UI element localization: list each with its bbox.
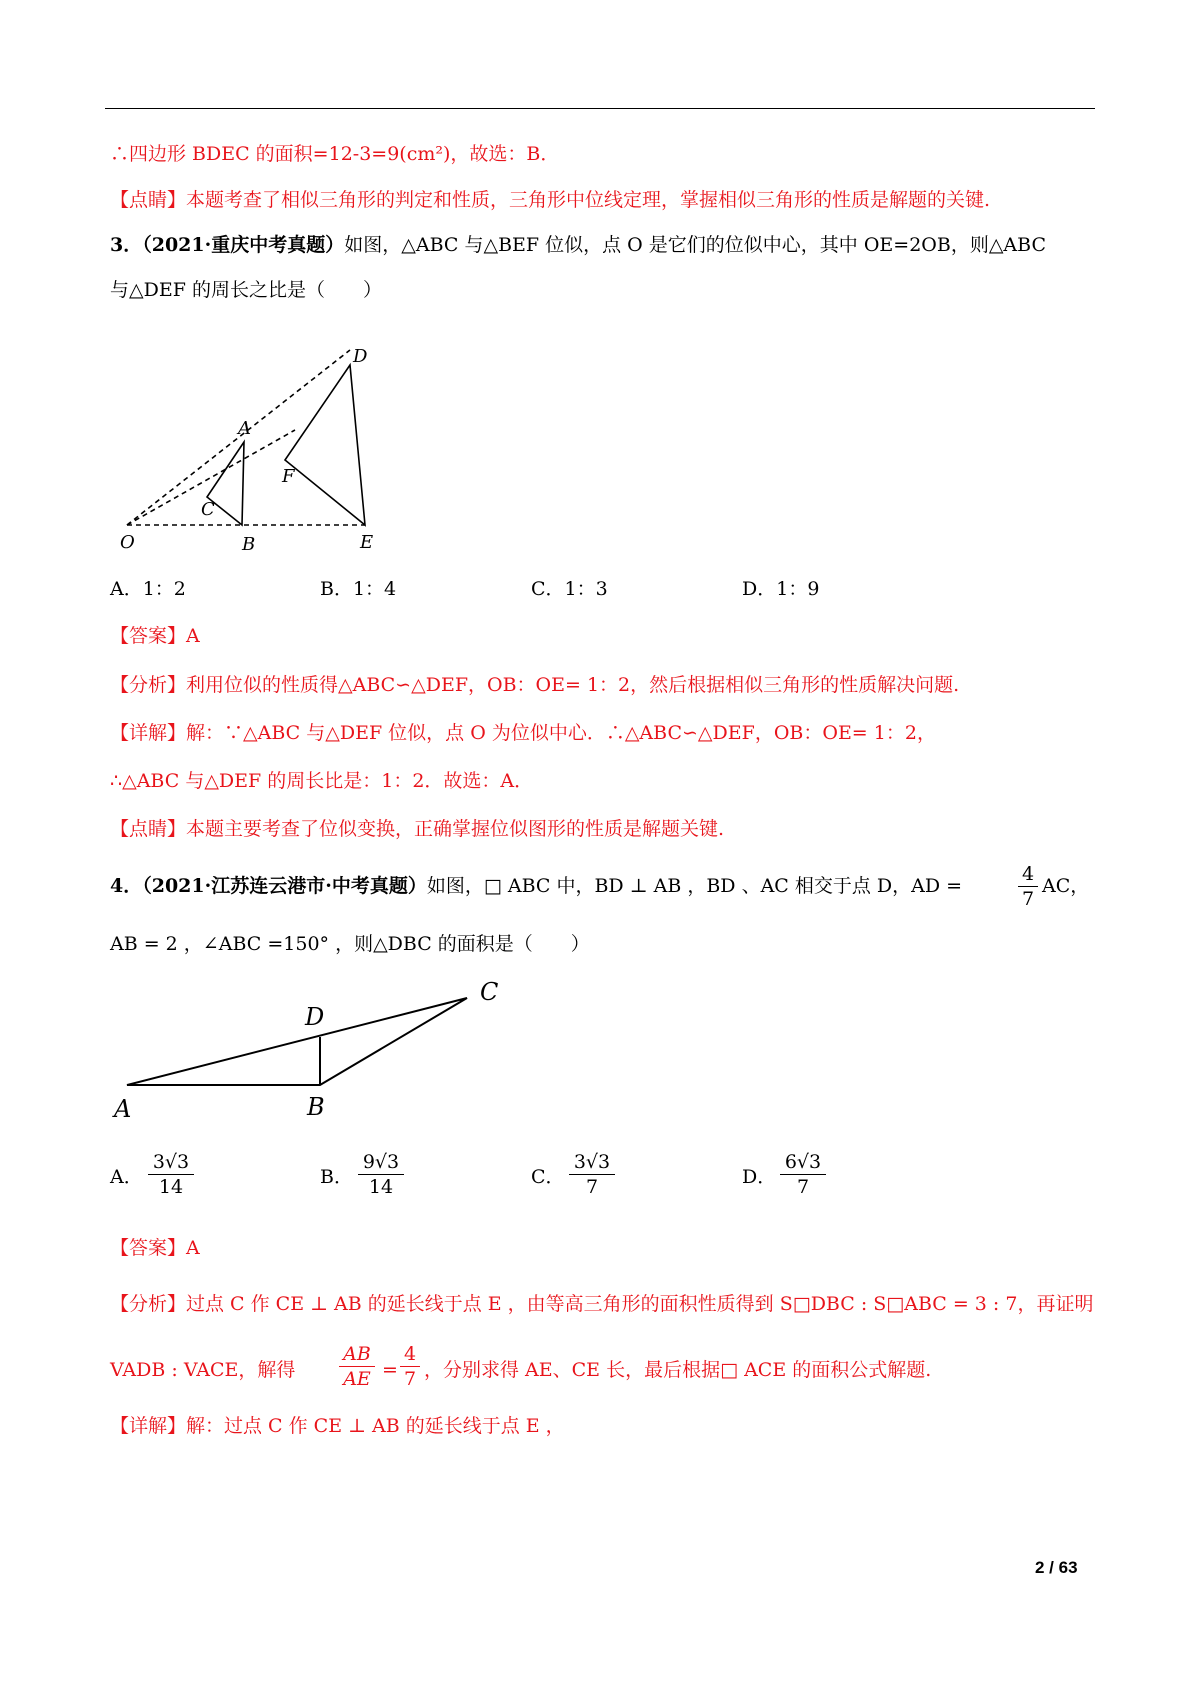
label-a: A — [238, 418, 251, 439]
q3-option-d: D．1：9 — [742, 578, 820, 600]
conclusion-line: ∴四边形 BDEC 的面积=12-3=9(cm²)，故选：B． — [110, 143, 560, 165]
q4-analysis-eq: = — [382, 1359, 398, 1381]
label-d-q4: D — [305, 1003, 325, 1031]
q4-detail: 【详解】解：过点 C 作 CE ⊥ AB 的延长线于点 E ， — [110, 1415, 565, 1437]
q4-option-a-den: 14 — [158, 1176, 184, 1198]
q4-option-b-fraction — [358, 1150, 404, 1199]
q4-option-d-den: 7 — [796, 1176, 810, 1198]
q4-option-c-num: 3√3 — [569, 1150, 615, 1175]
label-d: D — [353, 346, 368, 367]
q4-figure — [110, 975, 530, 1125]
q4-analysis-2a: VADB : VACE，解得 — [110, 1359, 296, 1381]
q4-analysis-ratio-den: AE — [343, 1368, 371, 1390]
q4-option-c-letter: C． — [531, 1166, 565, 1188]
q4-option-d-num: 6√3 — [780, 1150, 826, 1175]
q4-analysis-value-den: 7 — [403, 1368, 417, 1390]
q3-figure — [110, 330, 410, 565]
q4-option-b-den: 14 — [368, 1176, 394, 1198]
q4-stem-fraction — [1018, 862, 1038, 911]
q3-analysis: 【分析】利用位似的性质得△ABC∽△DEF，OB：OE= 1：2，然后根据相似三角形的性质解决问题. — [110, 674, 960, 696]
q3-tip: 【点睛】本题主要考查了位似变换，正确掌握位似图形的性质是解题关键. — [110, 818, 725, 840]
q4-stem-fraction-den: 7 — [1021, 888, 1035, 910]
triangle-abc-q4 — [127, 998, 467, 1085]
q3-option-c: C．1：3 — [531, 578, 608, 600]
q4-option-a-fraction — [148, 1150, 194, 1199]
q4-analysis-2b: ，分别求得 AE、CE 长，最后根据□ ACE 的面积公式解题. — [424, 1359, 932, 1381]
q4-option-c-den: 7 — [585, 1176, 599, 1198]
label-o: O — [120, 532, 135, 553]
q4-option-c-fraction — [569, 1150, 615, 1199]
q4-option-a-letter: A． — [110, 1166, 143, 1188]
label-c: C — [201, 499, 215, 520]
page-number: 2 / 63 — [1035, 1558, 1078, 1577]
header-rule — [105, 108, 1095, 109]
q4-stem-fraction-num: 4 — [1018, 862, 1038, 887]
q4-stem-tail: AC， — [1042, 875, 1090, 897]
q4-option-a-num: 3√3 — [148, 1150, 194, 1175]
q4-stem-a: 如图，□ ABC 中，BD ⊥ AB ，BD 、AC 相交于点 D，AD = — [426, 875, 963, 897]
q4-stem-line1 — [110, 872, 962, 900]
tip-line: 【点睛】本题考查了相似三角形的判定和性质，三角形中位线定理，掌握相似三角形的性质是解题的关键. — [110, 189, 991, 211]
label-c-q4: C — [480, 978, 499, 1006]
q3-source: （2021·重庆中考真题） — [142, 234, 345, 256]
q3-number: 3． — [110, 234, 143, 256]
q4-option-b-num: 9√3 — [358, 1150, 404, 1175]
q4-answer: 【答案】A — [110, 1237, 200, 1259]
q3-detail-1: 【详解】解：∵△ABC 与△DEF 位似，点 O 为位似中心．∴△ABC∽△DEF，OB：OE= 1：2， — [110, 722, 936, 744]
label-a-q4: A — [114, 1095, 132, 1123]
q4-analysis-1: 【分析】过点 C 作 CE ⊥ AB 的延长线于点 E ，由等高三角形的面积性质得到 S□DBC : S□ABC = 3 : 7，再证明 — [110, 1293, 1094, 1315]
q3-stem-line2: 与△DEF 的周长之比是（ ） — [110, 279, 382, 301]
q3-stem-a: 如图，△ABC 与△BEF 位似，点 O 是它们的位似中心，其中 OE=2OB，则△ABC — [344, 234, 1047, 256]
q4-analysis-value-fraction — [400, 1342, 420, 1391]
q4-analysis-ratio-num: AB — [339, 1342, 375, 1367]
triangle-def — [285, 365, 365, 525]
q4-stem-line2: AB = 2 ，∠ABC =150° ，则△DBC 的面积是（ ） — [110, 933, 590, 955]
label-e: E — [360, 532, 374, 553]
q3-option-b: B．1：4 — [320, 578, 397, 600]
q4-option-b-letter: B． — [320, 1166, 353, 1188]
label-f: F — [282, 466, 295, 487]
q4-number: 4． — [110, 875, 143, 897]
q4-analysis-ratio-fraction — [339, 1342, 375, 1391]
q4-analysis-value-num: 4 — [400, 1342, 420, 1367]
label-b: B — [242, 534, 256, 555]
q4-option-d-fraction — [780, 1150, 826, 1199]
q4-option-d-letter: D． — [742, 1166, 777, 1188]
label-b-q4: B — [307, 1093, 325, 1121]
q4-source: （2021·江苏连云港市·中考真题） — [142, 875, 427, 897]
q3-option-a: A．1：2 — [110, 578, 186, 600]
q3-detail-2: ∴△ABC 与△DEF 的周长比是：1：2．故选：A． — [110, 770, 534, 792]
q3-stem-line1 — [110, 231, 1046, 259]
q3-answer: 【答案】A — [110, 625, 200, 647]
